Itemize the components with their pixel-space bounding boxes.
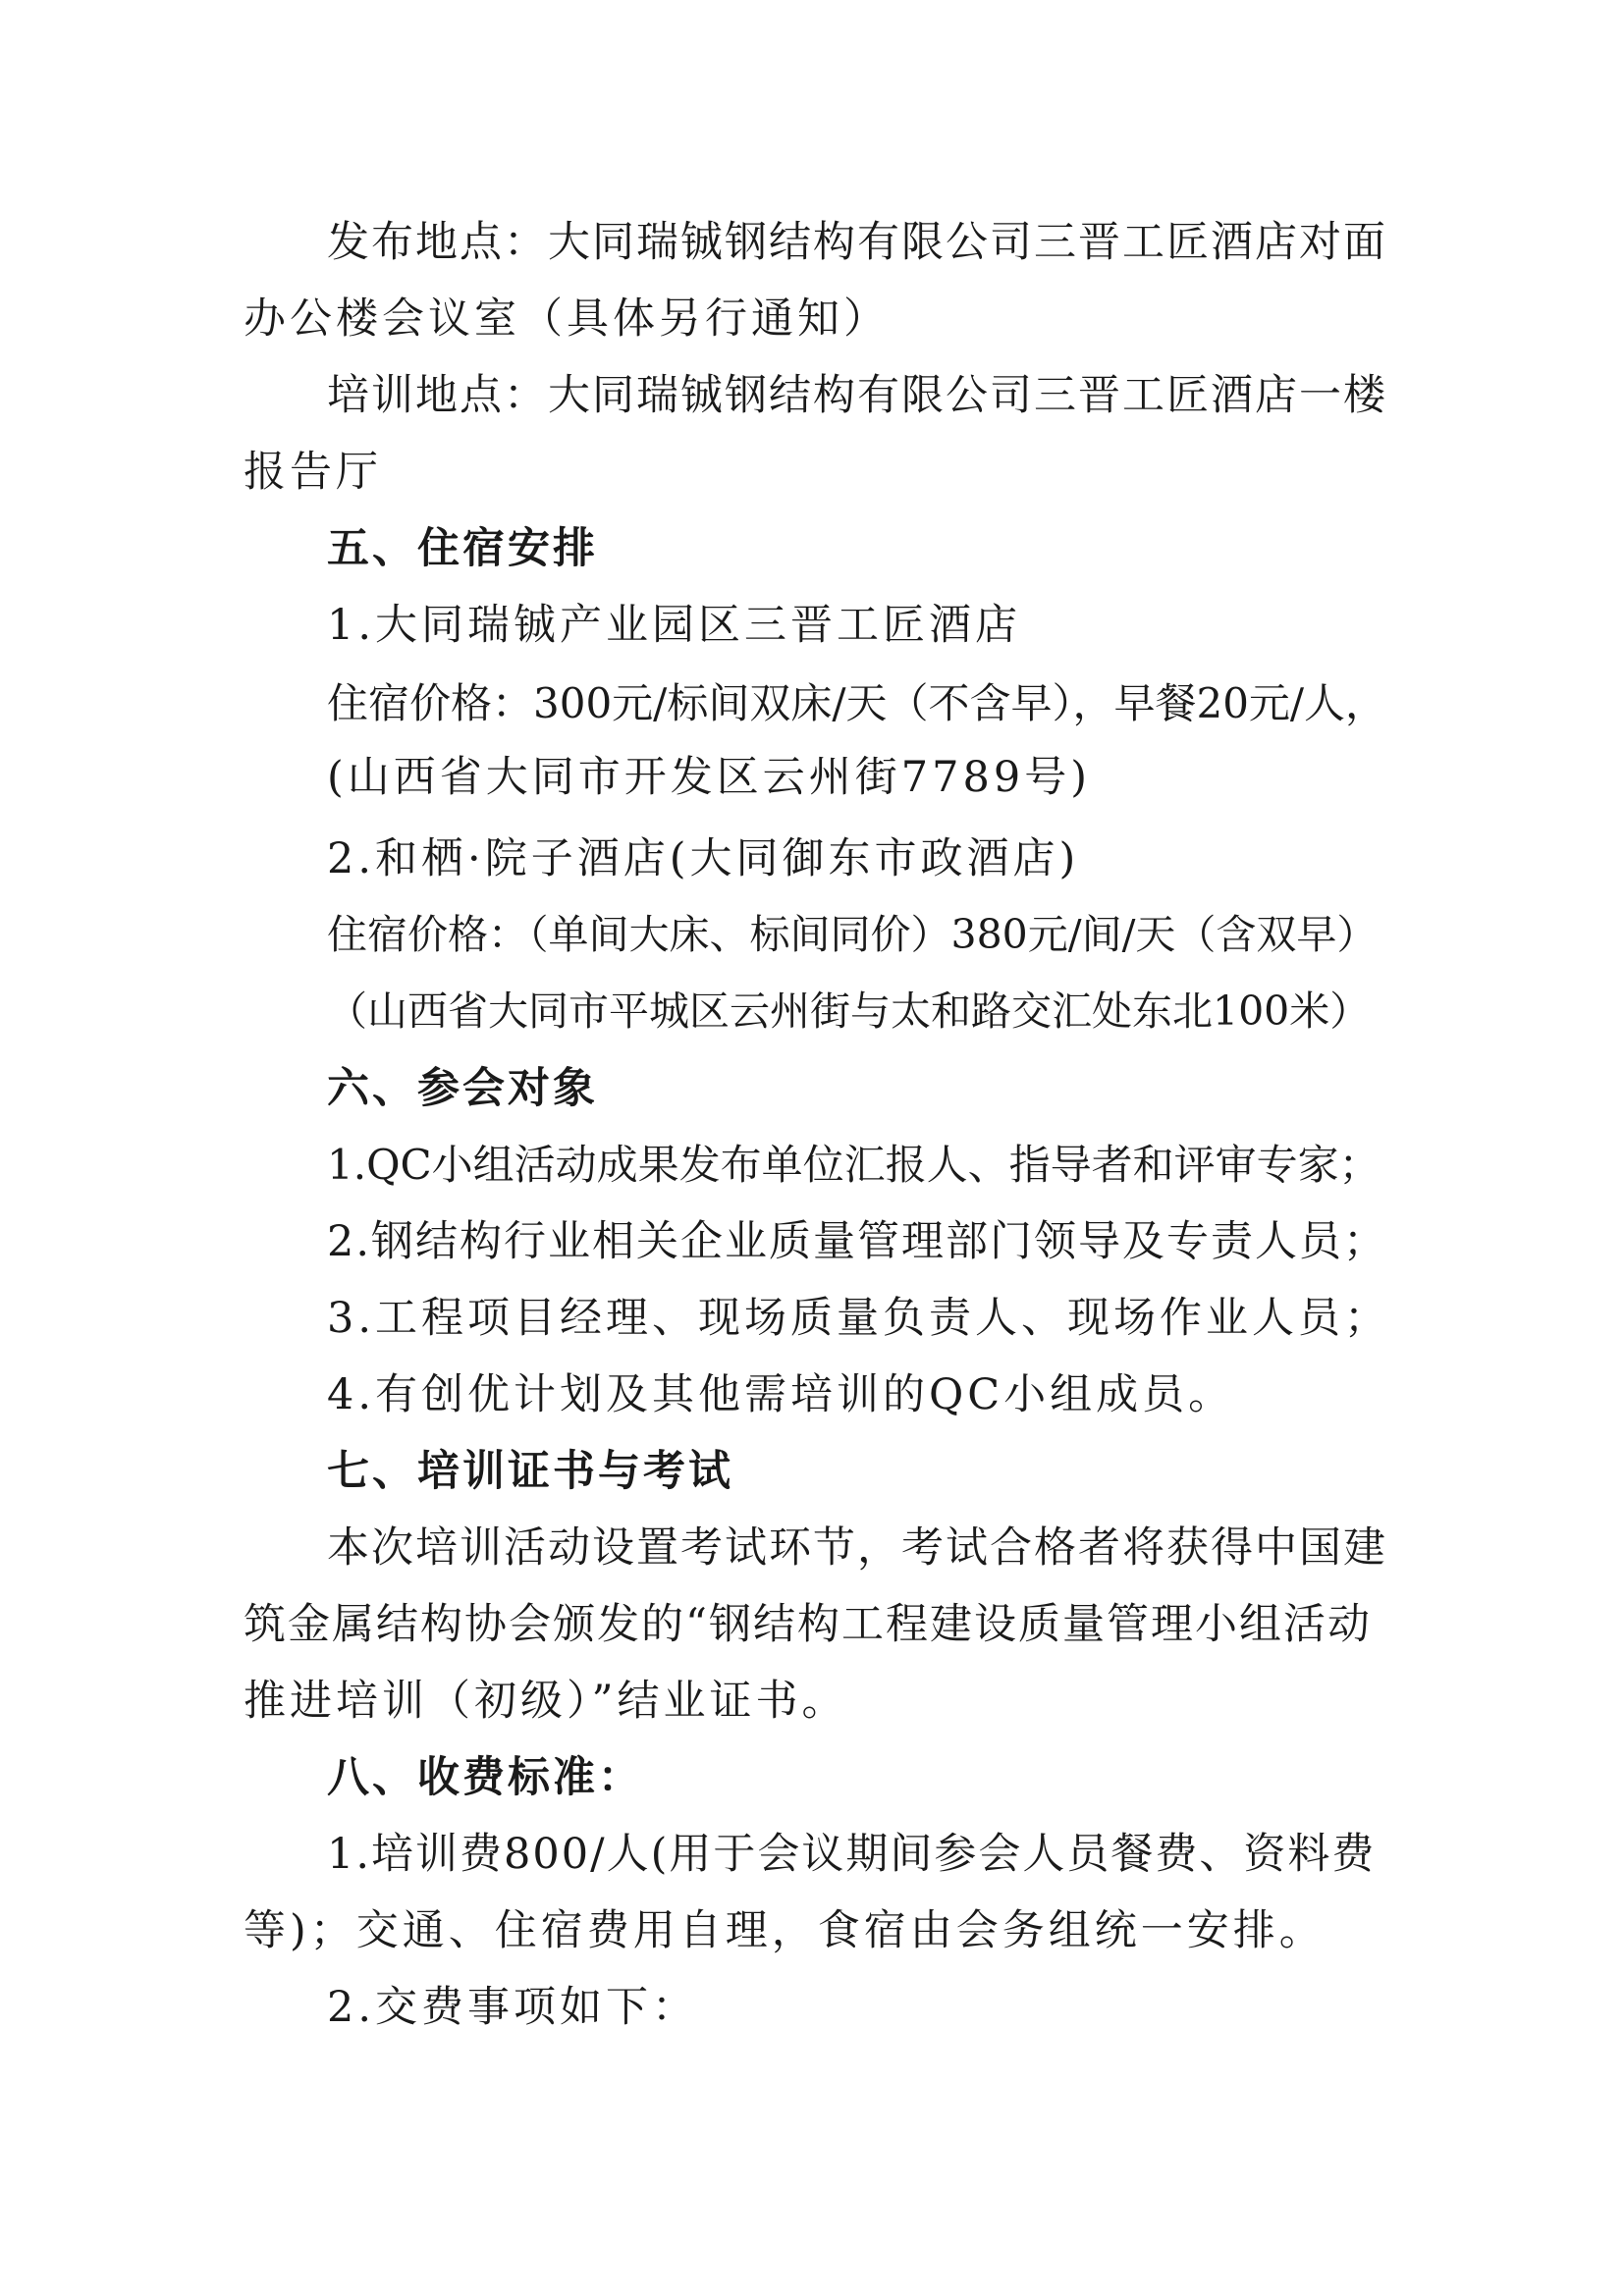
text-line: 2.交费事项如下： (327, 1983, 699, 2032)
text-line: 推进培训（初级）”结业证书。 (244, 1677, 848, 1726)
text-line: 报告厅 (244, 448, 382, 497)
text-line: 住宿价格：300元/标间双床/天（不含早），早餐20元/人， (327, 679, 1387, 727)
section-heading: 六、参会对象 (327, 1064, 598, 1113)
section-heading: 七、培训证书与考试 (327, 1447, 733, 1496)
text-line: 筑金属结构协会颁发的“钢结构工程建设质量管理小组活动 (244, 1600, 1372, 1649)
text-line: 住宿价格：（单间大床、标间同价）380元/间/天（含双早） (327, 911, 1378, 958)
text-line: 1.QC小组活动成果发布单位汇报人、指导者和评审专家； (327, 1141, 1380, 1189)
section-heading: 八、收费标准： (327, 1753, 643, 1802)
text-line: 2.和栖·院子酒店(大同御东市政酒店) (327, 834, 1080, 883)
section-heading: 五、住宿安排 (327, 524, 598, 573)
text-line: 1.培训费800/人(用于会议期间参会人员餐费、资料费 (327, 1830, 1377, 1879)
text-line: 等)；交通、住宿费用自理，食宿由会务组统一安排。 (244, 1906, 1326, 1955)
text-line: 3.工程项目经理、现场质量负责人、现场作业人员； (327, 1294, 1391, 1343)
text-line: 4.有创优计划及其他需培训的QC小组成员。 (327, 1370, 1235, 1419)
text-line: 办公楼会议室（具体另行通知） (244, 294, 890, 344)
text-line: 发布地点：大同瑞铖钢结构有限公司三晋工匠酒店对面 (327, 218, 1387, 267)
text-line: 2.钢结构行业相关企业质量管理部门领导及专责人员； (327, 1217, 1388, 1266)
text-line: 培训地点：大同瑞铖钢结构有限公司三晋工匠酒店一楼 (327, 371, 1387, 420)
text-line: (山西省大同市开发区云州街7789号) (327, 753, 1091, 802)
text-line: 本次培训活动设置考试环节，考试合格者将获得中国建 (327, 1523, 1387, 1573)
text-line: （山西省大同市平城区云州街与太和路交汇处东北100米） (327, 988, 1371, 1035)
text-line: 1.大同瑞铖产业园区三晋工匠酒店 (327, 601, 1022, 650)
